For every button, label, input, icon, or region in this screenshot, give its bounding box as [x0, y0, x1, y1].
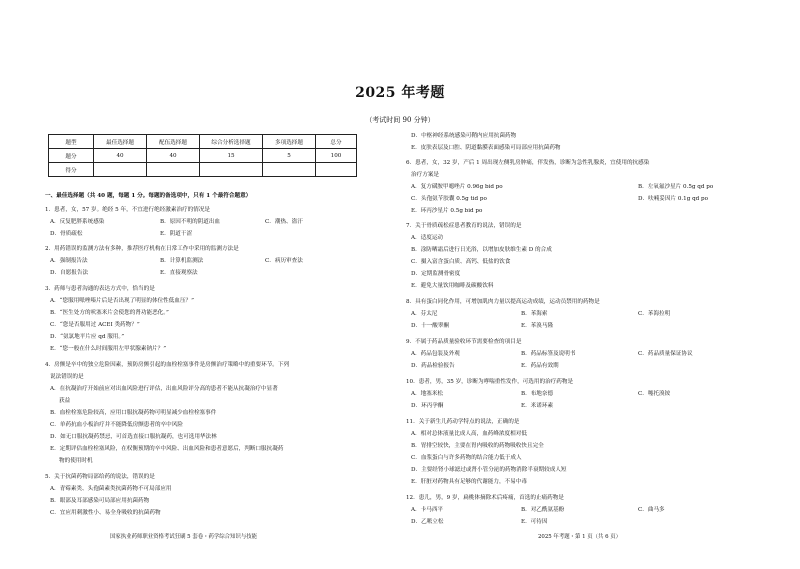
option: E．直接观察法: [160, 270, 198, 276]
option: A．地塞米松: [411, 391, 444, 397]
option: C．血浆蛋白与许多药物的结合能力低于成人: [411, 455, 522, 461]
option: C．苯海拉明: [638, 311, 671, 317]
option: A．“您服用哌唑嗪片后是否出现了明显的体位性低血压？”: [50, 298, 195, 304]
option: C．单药抗血小板治疗并不能降低房颤患者的卒中风险: [50, 422, 183, 428]
option: B．胃排空较快，主要在胃内吸收的药物吸收快且完全: [411, 443, 544, 449]
option: A．卡马西平: [411, 507, 444, 513]
option: D．骨质疏松: [50, 231, 83, 237]
section-heading: 一、最佳选择题（共 40 题，每题 1 分。每题的备选项中，只有 1 个最符合题意）: [45, 193, 252, 199]
table-cell: 40: [147, 149, 200, 163]
option-cont: 获益: [59, 398, 71, 404]
table-row: [49, 135, 357, 149]
option: A．反复肥胖系统感染: [50, 219, 105, 225]
table-cell: [94, 163, 147, 177]
option: E．定期评估血栓栓塞风险，在权衡预期的卒中风险、出血风险和患者意愿后，判断口服抗凝药: [50, 446, 284, 452]
option: A．复方磺胺甲噁唑片 0.96g bid po: [411, 184, 503, 190]
question-stem: 8．具有蛋白同化作用，可增加肌肉力量以提高运动成绩，运动员禁用的药物是: [406, 299, 600, 305]
option: B．左氧氟沙星片 0.5g qd po: [638, 184, 714, 190]
option: E．苯溴马隆: [521, 323, 554, 329]
option: C．宜应用刺激性小、易全身吸收的抗菌药物: [50, 510, 161, 516]
option: B．原因不明的阴道出血: [160, 219, 221, 225]
option: D．主要经肾小球滤过或肾小管分泌的药物消除半衰期较成人短: [411, 467, 567, 473]
option: E．皮肤表层及口腔、阴道黏膜表面感染可局部应用抗菌药物: [411, 145, 561, 151]
option: C．药品质量保证协议: [638, 351, 693, 357]
table-cell: 综合分析选择题: [200, 135, 263, 149]
table-cell: 最佳选择题: [94, 135, 147, 149]
table-cell: [316, 163, 357, 177]
question-stem: 12．患儿，男，9 岁，扁桃体摘除术后疼痛，首选的止痛药物是: [406, 495, 564, 501]
option: B．血栓栓塞危险较高，应用口服抗凝药物可明显减少血栓栓塞事件: [50, 410, 217, 416]
option: A．药品包装及外观: [411, 351, 460, 357]
option: A．芬太尼: [411, 311, 438, 317]
option: A．适度运动: [411, 235, 444, 241]
option: D．“氨氯地平片应 qd 服用。”: [50, 334, 125, 340]
option: D．药品检验报告: [411, 363, 455, 369]
option: E．环丙沙星片 0.5g bid po: [411, 208, 483, 214]
option: A．在抗凝治疗开始前应对出血风险进行评估，出血风险评分高的患者不能从抗凝治疗中显著: [50, 386, 278, 392]
page-title: 2025 年考题: [355, 85, 445, 101]
question-stem: 11．关于新生儿药动学特点的说法，正确的是: [406, 419, 520, 425]
option: E．“您一般在什么时间服用左甲状腺素钠片？”: [50, 346, 167, 352]
option: A．强制报告法: [50, 258, 88, 264]
table-cell: 题型: [49, 135, 94, 149]
question-stem: 5．关于抗菌药物局部给药的说法，错误的是: [45, 474, 155, 480]
table-row: [49, 163, 357, 177]
question-stem: 7．关于骨质疏松症患者教育的说法，错误的是: [406, 223, 522, 229]
option: C．潮热、盗汗: [265, 219, 303, 225]
score-table: [48, 134, 357, 177]
option: B．涂防晒霜后进行日光浴，以增加皮肤维生素 D 的合成: [411, 247, 552, 253]
option: C．头孢氨苄胶囊 0.5g tid po: [411, 196, 487, 202]
option: C．噻托溴铵: [638, 391, 671, 397]
option: E．避免大量饮用咖啡及碳酸饮料: [411, 283, 494, 289]
footer-page-number: 2025 年考题・第 1 页（共 6 页）: [538, 534, 622, 540]
option: E．肝脏对药物具有足够的代谢能力，不易中毒: [411, 479, 527, 485]
option: C．曲马多: [638, 507, 665, 513]
option: D．环丙孕酮: [411, 403, 444, 409]
option: D．如无口服抗凝药禁忌，可首选直接口服抗凝药，也可选用华法林: [50, 434, 217, 440]
option: D．定期监测骨密度: [411, 271, 461, 277]
option: C．摄入富含蛋白质、高钙、低盐的饮食: [411, 259, 511, 265]
option: B．布地奈德: [521, 391, 554, 397]
question-stem: 6．患者，女，32 岁，产后 1 周出现左侧乳房肿痛，伴发热，诊断为急性乳腺炎，宜使用的抗感染: [406, 160, 650, 166]
table-cell: 总分: [316, 135, 357, 149]
table-cell: 100: [316, 149, 357, 163]
table-cell: [147, 163, 200, 177]
footer-left: 国家执业药师职业资格考试狂刷 5 套卷・药学综合知识与技能: [110, 534, 258, 540]
option: C．“您是否服用过 ACEI 类药物？”: [50, 322, 140, 328]
option: B．药品标签及说明书: [521, 351, 576, 357]
option: B．苯海索: [521, 311, 548, 317]
table-cell: [263, 163, 316, 177]
question-stem: 10．患者，男，35 岁，诊断为哮喘重性发作，可选用的治疗药物是: [406, 379, 574, 385]
table-cell: 5: [263, 149, 316, 163]
question-stem: 1．患者，女，57 岁。绝经 5 年，不宜进行绝经激素治疗的情况是: [45, 207, 211, 213]
option: D．中枢神经系统感染可鞘内应用抗菌药物: [411, 133, 517, 139]
table-cell: 多项选择题: [263, 135, 316, 149]
option: E．可待因: [521, 519, 548, 525]
table-cell: 15: [200, 149, 263, 163]
option: A．相对总体液量比成人高，血药峰浓度相对低: [411, 431, 527, 437]
question-stem: 2．用药错误的监测方法有多种，推荐医疗机构在日常工作中采用的监测方法是: [45, 246, 239, 252]
option: B．对乙酰氨基酚: [521, 507, 565, 513]
option: C．病历审查法: [265, 258, 303, 264]
option: D．自愿报告法: [50, 270, 89, 276]
option: E．米诺环素: [521, 403, 554, 409]
exam-duration: （考试时间 90 分钟）: [365, 116, 435, 124]
option: E．阴道干涩: [160, 231, 193, 237]
table-cell: 得分: [49, 163, 94, 177]
option: B．“医生处方的吠塞米片会使您的肾功能恶化。”: [50, 310, 169, 316]
question-stem-cont: 说法错误的是: [50, 374, 84, 380]
option: D．呋喃妥因片 0.1g qd po: [638, 196, 708, 202]
option-cont: 物的使用时机: [59, 458, 93, 464]
option: E．药品有效期: [521, 363, 559, 369]
option: A．青霉素类、头孢菌素类抗菌药物不可局部应用: [50, 486, 172, 492]
option: B．眼部及耳部感染可局部应用抗菌药物: [50, 498, 150, 504]
table-cell: 40: [94, 149, 147, 163]
table-cell: [200, 163, 263, 177]
table-row: [49, 149, 357, 163]
question-stem: 3．药师与患者沟通的表达方式中，恰当的是: [45, 286, 155, 292]
option: D．十一酸睾酮: [411, 323, 450, 329]
option: B．计算机监测法: [160, 258, 204, 264]
question-stem: 4．房颤是卒中的独立危险因素，预防房颤引起的血栓栓塞事件是房颤治疗策略中的重要环节。下列: [45, 362, 290, 368]
question-stem-cont: 治疗方案是: [411, 172, 439, 178]
question-stem: 9．不属于药品质量验收环节需要检查的项目是: [406, 339, 522, 345]
table-cell: 配伍选择题: [147, 135, 200, 149]
table-cell: 题分: [49, 149, 94, 163]
option: D．乙哌立松: [411, 519, 444, 525]
